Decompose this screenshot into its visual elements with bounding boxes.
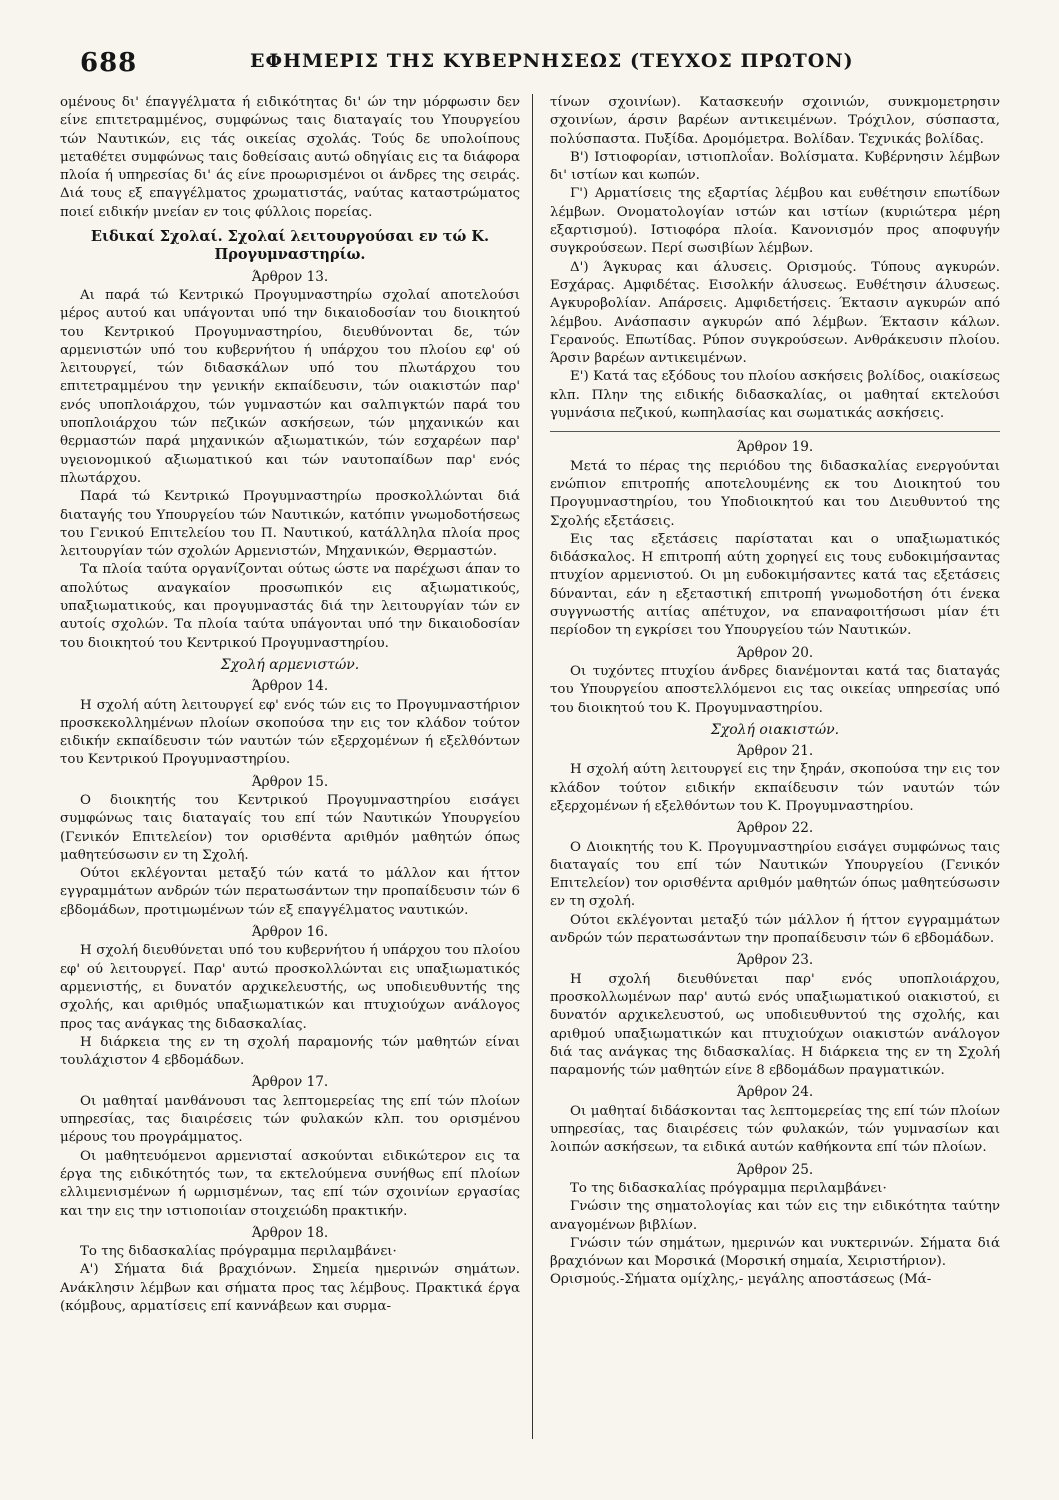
school-heading: Σχολή οιακιστών. — [710, 721, 840, 738]
article-heading: Άρθρον 16. — [251, 924, 329, 941]
article-heading: Άρθρον 25. — [736, 1161, 814, 1178]
paragraph: Ούτοι εκλέγονται μεταξύ τών μάλλον ή ήττον εγγραμμάτων ανδρών τών περατωσάντων την προπαίδευσιν τών 6 εβδομάδων. — [550, 912, 1000, 947]
paragraph: Οι μαθηταί μανθάνουσι τας λεπτομερείας της επί τών πλοίων υπηρεσίας, τας διαιρέσεις τών φυλακών κλπ. του ορισμένου μέρους του προγράμματος. — [60, 1093, 520, 1146]
paragraph: Η διάρκεια της εν τη σχολή παραμονής τών μαθητών είναι τουλάχιστον 4 εβδομάδων. — [60, 1034, 520, 1069]
paragraph: Δ') Άγκυρας και άλυσεις. Ορισμούς. Τύπους αγκυρών. Εσχάρας. Αμφιδέτας. Εισολκήν άλυσεως. Ευθέτησιν άλυσεως. Αγκυροβολίαν. Απάρσεις. Αμφιδετήσεις. Έκτασιν αγκυρών από λέμβου. Ανάσπασιν αγκυρών από λέμβων. Έκτασιν κάλων. Γερανούς. Επωτίδας. Ρύπον συγκρούσεων. Ανθράκευσιν πλοίου. Άρσιν βαρέων αντικειμένων. — [550, 259, 1000, 367]
paragraph: Το της διδασκαλίας πρόγραμμα περιλαμβάνει· — [80, 1244, 397, 1260]
article-heading: Άρθρον 14. — [251, 678, 329, 695]
paragraph: Ο διοικητής του Κεντρικού Προγυμναστηρίου εισάγει συμφώνως ταις διαταγαίς του επί τών Ναυτικών Υπουργείου (Γενικόν Επιτελείον) τον ορισθέντα αριθμόν μαθητών όπως μαθητεύσωσιν εν τη Σχολή. — [60, 792, 520, 863]
article-heading: Άρθρον 24. — [736, 1084, 814, 1101]
paragraph: Οι μαθητευόμενοι αρμενισταί ασκούνται ειδικώτερον εις τα έργα της ειδικότητός των, τα εκτελούμενα συνήθως επί πλοίων ελλιμενισμένων ή ωρμισμένων, τας επί τών σχοινίων εργασίας και την εις την ιστιοποιίαν στοιχειώδη πρακτικήν. — [60, 1148, 520, 1219]
page-number: 688 — [80, 48, 138, 78]
paragraph: Ούτοι εκλέγονται μεταξύ τών κατά το μάλλον και ήττον εγγραμμάτων ανδρών τών περατωσάντων την προπαίδευσιν τών 6 εβδομάδων, προτιμωμένων τών εξ επαγγέλματος ναυτικών. — [60, 866, 520, 918]
right-column — [550, 94, 1000, 1290]
paragraph: τίνων σχοινίων). Κατασκευήν σχοινιών, συνκμομετρησιν σχοινίων, άρσιν βαρέων αντικειμένων. Τρόχιλον, σύσπαστα, πολύσπαστα. Πυξίδα. Δρομόμετρα. Βολίδαν. Τεχνικάς βολίδας. — [550, 95, 1000, 147]
paragraph: Γνώσιν της σηματολογίας και τών εις την ειδικότητα ταύτην αναγομένων βιβλίων. — [550, 1199, 1000, 1233]
article-heading: Άρθρον 21. — [736, 743, 814, 760]
paragraph: Ο Διοικητής του Κ. Προγυμναστηρίου εισάγει συμφώνως ταις διαταγαίς του επί τών Ναυτικών Υπουργείου (Γενικόν Επιτελείον) τον ορισθέντα αριθμόν μαθητών όπως μαθητεύσωσιν εν τη σχολή. — [550, 839, 1000, 910]
school-heading: Σχολή αρμενιστών. — [220, 656, 360, 673]
paragraph: Το της διδασκαλίας πρόγραμμα περιλαμβάνει· — [570, 1180, 887, 1196]
paragraph: Εις τας εξετάσεις παρίσταται και ο υπαξιωματικός διδάσκαλος. Η επιτροπή αύτη χορηγεί εις τους ευδοκιμήσαντας πτυχίον αρμενιστού. Οι μη ευδοκιμήσαντες κατά τας εξετάσεις δύνανται, εάν η εξεταστική επιτροπή γνωμοδοτήση ότι ένεκα συγγνωστής αιτίας απέτυχον, να επαναφοιτήσωσι μίαν έτι περίοδον τη εγκρίσει του Υπουργείου τών Ναυτικών. — [550, 531, 1000, 639]
article-heading: Άρθρον 15. — [251, 773, 329, 790]
paragraph: Α') Σήματα διά βραχιόνων. Σημεία ημερινών σημάτων. Ανάκλησιν λέμβων και σήματα προς τας λέμβους. Πρακτικά έργα (κόμβους, αρματίσεις επί καννάβεων και συρμα- — [60, 1262, 520, 1314]
left-column — [60, 94, 520, 1316]
paragraph: Β') Ιστιοφορίαν, ιστιοπλοΐαν. Βολίσματα. Κυβέρνησιν λέμβων δι' ιστίων και κωπών. — [550, 149, 1000, 184]
paragraph: Ορισμούς.-Σήματα ομίχλης,- μεγάλης αποστάσεως (Μά- — [550, 1272, 932, 1288]
paragraph: Παρά τώ Κεντρικώ Προγυμναστηρίω προσκολλώνται διά διαταγής του Υπουργείου τών Ναυτικών, κατόπιν γνωμοδοτήσεως του Γενικού Επιτελείου του Π. Ναυτικού, κατάλληλα πλοία προς λειτουργίαν τών σχολών Αρμενιστών, Μηχανικών, Θερμαστών. — [60, 489, 520, 560]
divider — [550, 431, 1000, 432]
paragraph: Οι τυχόντες πτυχίου άνδρες διανέμονται κατά τας διαταγάς του Υπουργείου αποστελλόμενοι εις τας οικείας υπηρεσίας υπό του διοικητού του Κ. Προγυμναστηρίου. — [550, 663, 1000, 716]
article-heading: Άρθρον 22. — [736, 820, 814, 837]
paragraph: Ε') Κατά τας εξόδους του πλοίου ασκήσεις βολίδος, οιακίσεως κλπ. Πλην της ειδικής διδασκαλίας, οι μαθηταί εκτελούσι γυμνάσια πεζικού, κωπηλασίας και σωματικάς ασκήσεις. — [550, 369, 1000, 422]
paragraph: Η σχολή αύτη λειτουργεί εφ' ενός τών εις το Προγυμναστήριον προσκεκολλημένων πλοίων σκοπούσα την εις τον κλάδον τούτον ειδικήν εκπαίδευσιν τών ναυτών τών εξερχομένων ή εξελθόντων του Κεντρικού Προγυμναστηρίου. — [60, 697, 520, 768]
article-heading: Άρθρον 20. — [736, 644, 814, 661]
paragraph: Οι μαθηταί διδάσκονται τας λεπτομερείας της επί τών πλοίων υπηρεσίας, τας διαιρέσεις τών φυλακών, τών γυμνασίων και λοιπών ασκήσεων, τα ειδικά αυτών καθήκοντα επί τών πλοίων. — [550, 1103, 1000, 1156]
paragraph: Γ') Αρματίσεις της εξαρτίας λέμβου και ευθέτησιν επωτίδων λέμβων. Ονοματολογίαν ιστών και ιστίων (κυριώτερα μέρη εξαρτισμού). Ιστιοφόρα πλοία. Κανονισμόν προς αποφυγήν συγκρούσεων. Περί σωσιβίων λέμβων. — [550, 186, 1000, 257]
column-divider — [532, 94, 533, 1439]
paragraph: Αι παρά τώ Κεντρικώ Προγυμναστηρίω σχολαί αποτελούσι μέρος αυτού και υπάγονται υπό την δικαιοδοσίαν του διοικητού του Κεντρικού Προγυμναστηρίου, διευθύνονται δε, τών αρμενιστών υπό του κυβερνήτου ή υπάρχου του πλοίου εφ' ού λειτουργεί, τών διδασκάλων υπό του πλωτάρχου του επιτετραμμένου την γενικήν εκπαίδευσιν, τών οιακιστών παρ' ενός υποπλοιάρχου, τών γυμναστών και σαλπιγκτών παρά του υποπλοιάρχου τών πεζικών ασκήσεων, τών μηχανικών και θερμαστών παρά μηχανικών αξιωματικών, τών εσχαρέων παρ' υγειονομικού αξιωματικού και τών ναυτοπαίδων παρ' ενός πλωτάρχου. — [60, 287, 520, 486]
paragraph: ομένους δι' έπαγγέλματα ή ειδικότητας δι' ών την μόρφωσιν δεν είνε επιτετραμμένος, συμφώνως ταις διαταγαίς του Υπουργείου τών Ναυτικών, εις τάς οικείας σχολάς. Τούς δε υπολοίπους μεταθέτει συμφώνως ταις δοθείσαις αυτώ οδηγίαις εις τα διάφορα πλοία ή υπηρεσίας δι' άς είνε προωρισμένοι οι άνδρες της σειράς. Διά τους εξ επαγγέλματος χρωματιστάς, ναύτας καταστρώματος ποιεί ειδικήν μνείαν εν τοις φύλλοις πορείας. — [60, 95, 520, 220]
paragraph: Η σχολή διευθύνεται παρ' ενός υποπλοιάρχου, προσκολλωμένων παρ' αυτώ ενός υπαξιωματικού οιακιστού, ει δυνατόν αρχικελευστού, ως υποδιευθυντού της σχολής, και αριθμού υπαξιωματικών και πτυχιούχων οιακιστών ανάλογον διά τας ανάγκας της διδασκαλίας. Η διάρκεια της εν τη Σχολή παραμονής τών μαθητών είνε 8 εβδομάδων πραγματικών. — [550, 971, 1000, 1079]
paragraph: Η σχολή αύτη λειτουργεί εις την ξηράν, σκοπούσα την εις τον κλάδον τούτον ειδικήν εκπαίδευσιν τών ναυτών τών εξερχομένων ή εξελθόντων του Κ. Προγυμναστηρίου. — [550, 762, 1000, 814]
paragraph: Η σχολή διευθύνεται υπό του κυβερνήτου ή υπάρχου του πλοίου εφ' ού λειτουργεί. Παρ' αυτώ προσκολλώνται εις υπαξιωματικός αρμενιστής, ει δυνατόν αρχικελευστής, ως υποδιευθυντής της σχολής, και αριθμός υπαξιωματικών και πτυχιούχων ανάλογος προς τας ανάγκας της διδασκαλίας. — [60, 943, 520, 1032]
article-heading: Άρθρον 18. — [251, 1224, 329, 1241]
section-heading: Ειδικαί Σχολαί. Σχολαί λειτουργούσαι εν τώ Κ. Προγυμναστηρίω. — [90, 228, 490, 264]
article-heading: Άρθρον 23. — [736, 952, 814, 969]
article-heading: Άρθρον 19. — [736, 439, 814, 456]
paragraph: Γνώσιν τών σημάτων, ημερινών και νυκτερινών. Σήματα διά βραχιόνων και Μορσικά (Μορσική σημαία, Χειριστήριον). — [550, 1235, 1000, 1270]
article-heading: Άρθρον 17. — [251, 1074, 329, 1091]
paragraph: Μετά το πέρας της περιόδου της διδασκαλίας ενεργούνται ενώπιον επιτροπής αποτελουμένης εκ του Διοικητού του Προγυμναστηρίου, του Υποδιοικητού και του Διευθυντού της Σχολής εξετάσεις. — [550, 458, 1000, 529]
article-heading: Άρθρον 13. — [251, 268, 329, 285]
paragraph: Τα πλοία ταύτα οργανίζονται ούτως ώστε να παρέχωσι άπαν το απολύτως αναγκαίον προσωπικόν εις αξιωματικούς, υπαξιωματικούς, και προγυμναστάς διά την λειτουργίαν τών εν αυτοίς σχολών. Τα πλοία ταύτα υπάγονται υπό την δικαιοδοσίαν του διοικητού του Κεντρικού Προγυμναστηρίου. — [60, 562, 520, 651]
running-head: ΕΦΗΜΕΡΙΣ ΤΗΣ ΚΥΒΕΡΝΗΣΕΩΣ (ΤΕΥΧΟΣ ΠΡΩΤΟΝ) — [250, 50, 854, 72]
